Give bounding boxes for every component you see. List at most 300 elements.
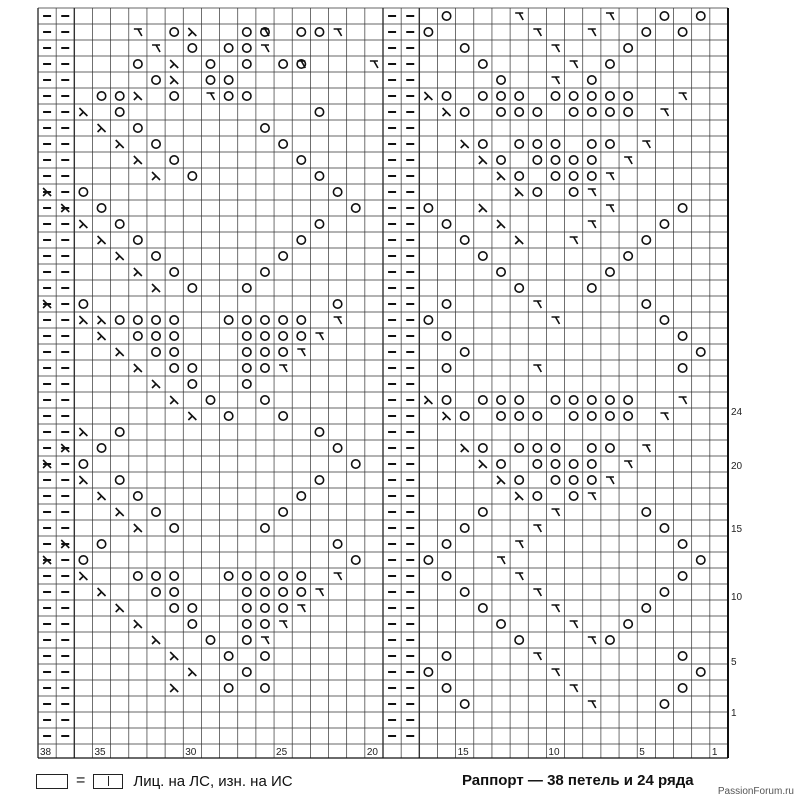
decrease-right-symbol	[515, 573, 523, 580]
yarn-over-symbol	[660, 316, 668, 324]
yarn-over-symbol	[134, 236, 142, 244]
decrease-left-symbol	[134, 524, 142, 532]
column-number: 20	[366, 747, 378, 758]
yarn-over-symbol	[442, 92, 450, 100]
yarn-over-symbol	[624, 412, 632, 420]
yarn-over-symbol	[606, 92, 614, 100]
yarn-over-symbol	[569, 92, 577, 100]
decrease-right-symbol	[533, 365, 541, 372]
yarn-over-symbol	[497, 108, 505, 116]
yarn-over-symbol	[188, 380, 196, 388]
yarn-over-symbol	[152, 140, 160, 148]
decrease-left-symbol	[515, 188, 523, 196]
yarn-over-symbol	[660, 588, 668, 596]
decrease-left-symbol	[79, 476, 87, 484]
yarn-over-symbol	[588, 140, 596, 148]
yarn-over-symbol	[261, 524, 269, 532]
yarn-over-symbol	[315, 428, 323, 436]
yarn-over-symbol	[697, 12, 705, 20]
yarn-over-symbol	[479, 604, 487, 612]
yarn-over-symbol	[642, 604, 650, 612]
yarn-over-symbol	[424, 668, 432, 676]
column-number: 1	[711, 747, 718, 758]
yarn-over-symbol	[79, 460, 87, 468]
decrease-right-symbol	[624, 157, 632, 164]
yarn-over-symbol	[515, 396, 523, 404]
yarn-over-symbol	[442, 300, 450, 308]
chart-grid	[38, 8, 728, 758]
decrease-left-symbol	[98, 588, 106, 596]
yarn-over-symbol	[515, 108, 523, 116]
decrease-right-symbol	[261, 45, 269, 52]
yarn-over-symbol	[297, 588, 305, 596]
yarn-over-symbol	[170, 92, 178, 100]
yarn-over-symbol	[442, 220, 450, 228]
yarn-over-symbol	[297, 156, 305, 164]
yarn-over-symbol	[497, 92, 505, 100]
yarn-over-symbol	[588, 444, 596, 452]
decrease-left-symbol	[479, 156, 487, 164]
decrease-right-symbol	[261, 637, 269, 644]
yarn-over-symbol	[624, 620, 632, 628]
decrease-right-symbol	[552, 669, 560, 676]
decrease-right-symbol	[642, 445, 650, 452]
yarn-over-symbol	[79, 188, 87, 196]
yarn-over-symbol	[479, 508, 487, 516]
decrease-left-symbol	[134, 364, 142, 372]
decrease-left-symbol	[116, 604, 124, 612]
yarn-over-symbol	[678, 364, 686, 372]
yarn-over-symbol	[134, 572, 142, 580]
decrease-left-symbol	[170, 684, 178, 692]
yarn-over-symbol	[279, 572, 287, 580]
yarn-over-symbol	[569, 476, 577, 484]
yarn-over-symbol	[533, 140, 541, 148]
yarn-over-symbol	[188, 604, 196, 612]
yarn-over-symbol	[533, 460, 541, 468]
yarn-over-symbol	[461, 524, 469, 532]
yarn-over-symbol	[97, 444, 105, 452]
yarn-over-symbol	[333, 188, 341, 196]
decrease-right-symbol	[533, 525, 541, 532]
yarn-over-symbol	[79, 556, 87, 564]
decrease-left-symbol	[443, 108, 451, 116]
yarn-over-symbol	[515, 284, 523, 292]
decrease-left-symbol	[170, 652, 178, 660]
decrease-left-symbol	[170, 60, 178, 68]
yarn-over-symbol	[279, 508, 287, 516]
decrease-right-symbol	[315, 333, 323, 340]
decrease-left-symbol	[79, 316, 87, 324]
yarn-over-symbol	[551, 92, 559, 100]
decrease-left-symbol	[98, 332, 106, 340]
yarn-over-symbol	[588, 460, 596, 468]
yarn-over-symbol	[261, 588, 269, 596]
decrease-right-symbol	[207, 93, 215, 100]
yarn-over-symbol	[224, 316, 232, 324]
yarn-over-symbol	[497, 268, 505, 276]
yarn-over-symbol	[479, 140, 487, 148]
decrease-right-symbol	[588, 637, 596, 644]
yarn-over-symbol	[569, 172, 577, 180]
yarn-over-symbol	[479, 60, 487, 68]
yarn-over-symbol	[697, 556, 705, 564]
decrease-right-symbol	[588, 221, 596, 228]
yarn-over-symbol	[134, 316, 142, 324]
yarn-over-symbol	[134, 332, 142, 340]
yarn-over-symbol	[315, 28, 323, 36]
yarn-over-symbol	[660, 700, 668, 708]
yarn-over-symbol	[515, 412, 523, 420]
yarn-over-symbol	[170, 268, 178, 276]
yarn-over-symbol	[678, 540, 686, 548]
yarn-over-symbol	[551, 444, 559, 452]
yarn-over-symbol	[170, 28, 178, 36]
yarn-over-symbol	[461, 108, 469, 116]
yarn-over-symbol	[261, 124, 269, 132]
yarn-over-symbol	[97, 92, 105, 100]
decrease-left-symbol	[424, 92, 432, 100]
yarn-over-symbol	[660, 220, 668, 228]
yarn-over-symbol	[588, 412, 596, 420]
legend-knit-stitch-icon	[93, 774, 123, 789]
yarn-over-symbol	[551, 172, 559, 180]
decrease-left-symbol	[424, 396, 432, 404]
yarn-over-symbol	[588, 396, 596, 404]
yarn-over-symbol	[279, 604, 287, 612]
decrease-left-symbol	[515, 492, 523, 500]
yarn-over-symbol	[660, 12, 668, 20]
yarn-over-symbol	[642, 28, 650, 36]
yarn-over-symbol	[279, 140, 287, 148]
decrease-left-symbol	[152, 636, 160, 644]
decrease-right-symbol	[334, 29, 342, 36]
yarn-over-symbol	[624, 252, 632, 260]
yarn-over-symbol	[116, 316, 124, 324]
yarn-over-symbol	[588, 76, 596, 84]
column-number: 15	[457, 747, 469, 758]
yarn-over-symbol	[442, 396, 450, 404]
yarn-over-symbol	[678, 204, 686, 212]
decrease-right-symbol	[606, 477, 614, 484]
yarn-over-symbol	[170, 156, 178, 164]
yarn-over-symbol	[697, 348, 705, 356]
decrease-left-symbol	[188, 28, 196, 36]
yarn-over-symbol	[261, 316, 269, 324]
yarn-over-symbol	[660, 524, 668, 532]
decrease-right-symbol	[297, 605, 305, 612]
yarn-over-symbol	[279, 332, 287, 340]
yarn-over-symbol	[134, 60, 142, 68]
decrease-right-symbol	[606, 205, 614, 212]
decrease-right-symbol	[552, 317, 560, 324]
yarn-over-symbol	[333, 444, 341, 452]
decrease-right-symbol	[570, 237, 578, 244]
yarn-over-symbol	[206, 60, 214, 68]
decrease-left-symbol	[461, 140, 469, 148]
yarn-over-symbol	[515, 140, 523, 148]
yarn-over-symbol	[261, 396, 269, 404]
decrease-left-symbol	[497, 172, 505, 180]
yarn-over-symbol	[261, 652, 269, 660]
yarn-over-symbol	[170, 524, 178, 532]
yarn-over-symbol	[243, 44, 251, 52]
yarn-over-symbol	[479, 396, 487, 404]
yarn-over-symbol	[533, 444, 541, 452]
decrease-left-symbol	[79, 572, 87, 580]
yarn-over-symbol	[79, 300, 87, 308]
decrease-right-symbol	[334, 573, 342, 580]
yarn-over-symbol	[297, 572, 305, 580]
yarn-over-symbol	[352, 460, 360, 468]
yarn-over-symbol	[624, 92, 632, 100]
yarn-over-symbol	[678, 28, 686, 36]
decrease-left-symbol	[152, 172, 160, 180]
yarn-over-symbol	[297, 492, 305, 500]
yarn-over-symbol	[206, 636, 214, 644]
decrease-left-symbol	[152, 380, 160, 388]
decrease-right-symbol	[279, 365, 287, 372]
yarn-over-symbol	[461, 236, 469, 244]
yarn-over-symbol	[642, 300, 650, 308]
yarn-over-symbol	[279, 60, 287, 68]
decrease-left-symbol	[497, 476, 505, 484]
yarn-over-symbol	[116, 428, 124, 436]
decrease-left-symbol	[152, 284, 160, 292]
yarn-over-symbol	[479, 252, 487, 260]
yarn-over-symbol	[243, 332, 251, 340]
yarn-over-symbol	[479, 92, 487, 100]
row-number: 24	[731, 407, 743, 418]
yarn-over-symbol	[352, 204, 360, 212]
yarn-over-symbol	[642, 236, 650, 244]
decrease-right-symbol	[588, 189, 596, 196]
column-number: 10	[548, 747, 560, 758]
yarn-over-symbol	[261, 572, 269, 580]
yarn-over-symbol	[424, 28, 432, 36]
yarn-over-symbol	[170, 572, 178, 580]
yarn-over-symbol	[188, 44, 196, 52]
decrease-left-symbol	[79, 108, 87, 116]
yarn-over-symbol	[315, 220, 323, 228]
decrease-right-symbol	[134, 29, 142, 36]
legend-empty-cell-icon	[36, 774, 68, 789]
yarn-over-symbol	[224, 572, 232, 580]
decrease-right-symbol	[679, 397, 687, 404]
yarn-over-symbol	[170, 316, 178, 324]
yarn-over-symbol	[497, 76, 505, 84]
decrease-right-symbol	[570, 621, 578, 628]
yarn-over-symbol	[461, 44, 469, 52]
yarn-over-symbol	[261, 620, 269, 628]
yarn-over-symbol	[352, 556, 360, 564]
yarn-over-symbol	[461, 412, 469, 420]
yarn-over-symbol	[243, 620, 251, 628]
decrease-left-symbol	[98, 492, 106, 500]
yarn-over-symbol	[533, 188, 541, 196]
yarn-over-symbol	[606, 108, 614, 116]
yarn-over-symbol	[515, 476, 523, 484]
yarn-over-symbol	[624, 108, 632, 116]
yarn-over-symbol	[206, 396, 214, 404]
yarn-over-symbol	[515, 636, 523, 644]
decrease-left-symbol	[461, 444, 469, 452]
yarn-over-symbol	[461, 348, 469, 356]
yarn-over-symbol	[442, 572, 450, 580]
watermark: PassionForum.ru	[717, 786, 794, 797]
yarn-over-symbol	[261, 348, 269, 356]
decrease-left-symbol	[515, 236, 523, 244]
decrease-right-symbol	[497, 557, 505, 564]
decrease-right-symbol	[533, 589, 541, 596]
yarn-over-symbol	[206, 76, 214, 84]
decrease-right-symbol	[606, 13, 614, 20]
yarn-over-symbol	[170, 348, 178, 356]
decrease-right-symbol	[588, 701, 596, 708]
yarn-over-symbol	[134, 492, 142, 500]
yarn-over-symbol	[97, 204, 105, 212]
yarn-over-symbol	[279, 252, 287, 260]
decrease-right-symbol	[679, 93, 687, 100]
row-number: 1	[731, 708, 737, 719]
yarn-over-symbol	[588, 92, 596, 100]
rapport-label: Раппорт — 38 петель и 24 ряда	[462, 772, 694, 789]
decrease-right-symbol	[334, 317, 342, 324]
yarn-over-symbol	[533, 156, 541, 164]
yarn-over-symbol	[297, 28, 305, 36]
yarn-over-symbol	[243, 588, 251, 596]
yarn-over-symbol	[315, 108, 323, 116]
yarn-over-symbol	[152, 572, 160, 580]
yarn-over-symbol	[170, 332, 178, 340]
decrease-left-symbol	[134, 268, 142, 276]
yarn-over-symbol	[606, 412, 614, 420]
yarn-over-symbol	[116, 92, 124, 100]
row-number: 15	[731, 524, 743, 535]
decrease-left-symbol	[170, 396, 178, 404]
decrease-left-symbol	[98, 236, 106, 244]
yarn-over-symbol	[606, 140, 614, 148]
yarn-over-symbol	[188, 364, 196, 372]
yarn-over-symbol	[224, 92, 232, 100]
yarn-over-symbol	[279, 588, 287, 596]
decrease-left-symbol	[116, 140, 124, 148]
yarn-over-symbol	[497, 460, 505, 468]
yarn-over-symbol	[551, 156, 559, 164]
yarn-over-symbol	[261, 268, 269, 276]
decrease-right-symbol	[533, 301, 541, 308]
yarn-over-symbol	[569, 492, 577, 500]
yarn-over-symbol	[152, 316, 160, 324]
decrease-right-symbol	[279, 621, 287, 628]
yarn-over-symbol	[461, 588, 469, 596]
yarn-over-symbol	[97, 540, 105, 548]
decrease-right-symbol	[552, 509, 560, 516]
yarn-over-symbol	[515, 92, 523, 100]
row-number: 10	[731, 592, 743, 603]
yarn-over-symbol	[116, 220, 124, 228]
yarn-over-symbol	[116, 108, 124, 116]
decrease-left-symbol	[497, 220, 505, 228]
yarn-over-symbol	[606, 636, 614, 644]
decrease-left-symbol	[116, 348, 124, 356]
yarn-over-symbol	[152, 332, 160, 340]
yarn-over-symbol	[297, 332, 305, 340]
yarn-over-symbol	[551, 460, 559, 468]
yarn-over-symbol	[188, 172, 196, 180]
column-number: 30	[185, 747, 197, 758]
yarn-over-symbol	[588, 108, 596, 116]
yarn-over-symbol	[569, 108, 577, 116]
decrease-left-symbol	[79, 428, 87, 436]
yarn-over-symbol	[442, 332, 450, 340]
decrease-left-symbol	[116, 252, 124, 260]
yarn-over-symbol	[642, 508, 650, 516]
yarn-over-symbol	[442, 364, 450, 372]
yarn-over-symbol	[261, 332, 269, 340]
yarn-over-symbol	[551, 476, 559, 484]
yarn-over-symbol	[224, 684, 232, 692]
decrease-right-symbol	[315, 589, 323, 596]
decrease-right-symbol	[552, 77, 560, 84]
yarn-over-symbol	[279, 412, 287, 420]
decrease-right-symbol	[533, 29, 541, 36]
yarn-over-symbol	[243, 636, 251, 644]
yarn-over-symbol	[152, 252, 160, 260]
yarn-over-symbol	[224, 652, 232, 660]
yarn-over-symbol	[624, 396, 632, 404]
yarn-over-symbol	[569, 412, 577, 420]
yarn-over-symbol	[152, 588, 160, 596]
yarn-over-symbol	[333, 300, 341, 308]
yarn-over-symbol	[551, 140, 559, 148]
decrease-right-symbol	[570, 61, 578, 68]
yarn-over-symbol	[243, 668, 251, 676]
decrease-left-symbol	[116, 508, 124, 516]
yarn-over-symbol	[442, 540, 450, 548]
yarn-over-symbol	[116, 476, 124, 484]
yarn-over-symbol	[515, 172, 523, 180]
yarn-over-symbol	[243, 348, 251, 356]
yarn-over-symbol	[243, 572, 251, 580]
yarn-over-symbol	[442, 12, 450, 20]
yarn-over-symbol	[424, 316, 432, 324]
yarn-over-symbol	[224, 412, 232, 420]
decrease-left-symbol	[134, 156, 142, 164]
yarn-over-symbol	[279, 348, 287, 356]
decrease-right-symbol	[570, 685, 578, 692]
decrease-right-symbol	[660, 413, 668, 420]
yarn-over-symbol	[461, 700, 469, 708]
yarn-over-symbol	[533, 412, 541, 420]
yarn-over-symbol	[261, 364, 269, 372]
decrease-right-symbol	[152, 45, 160, 52]
yarn-over-symbol	[678, 684, 686, 692]
yarn-over-symbol	[243, 284, 251, 292]
yarn-over-symbol	[152, 76, 160, 84]
decrease-left-symbol	[98, 316, 106, 324]
legend-equals: =	[76, 772, 86, 789]
yarn-over-symbol	[424, 556, 432, 564]
yarn-over-symbol	[678, 652, 686, 660]
decrease-right-symbol	[552, 45, 560, 52]
yarn-over-symbol	[588, 476, 596, 484]
decrease-right-symbol	[515, 13, 523, 20]
yarn-over-symbol	[551, 396, 559, 404]
yarn-over-symbol	[678, 332, 686, 340]
yarn-over-symbol	[497, 396, 505, 404]
decrease-right-symbol	[606, 173, 614, 180]
